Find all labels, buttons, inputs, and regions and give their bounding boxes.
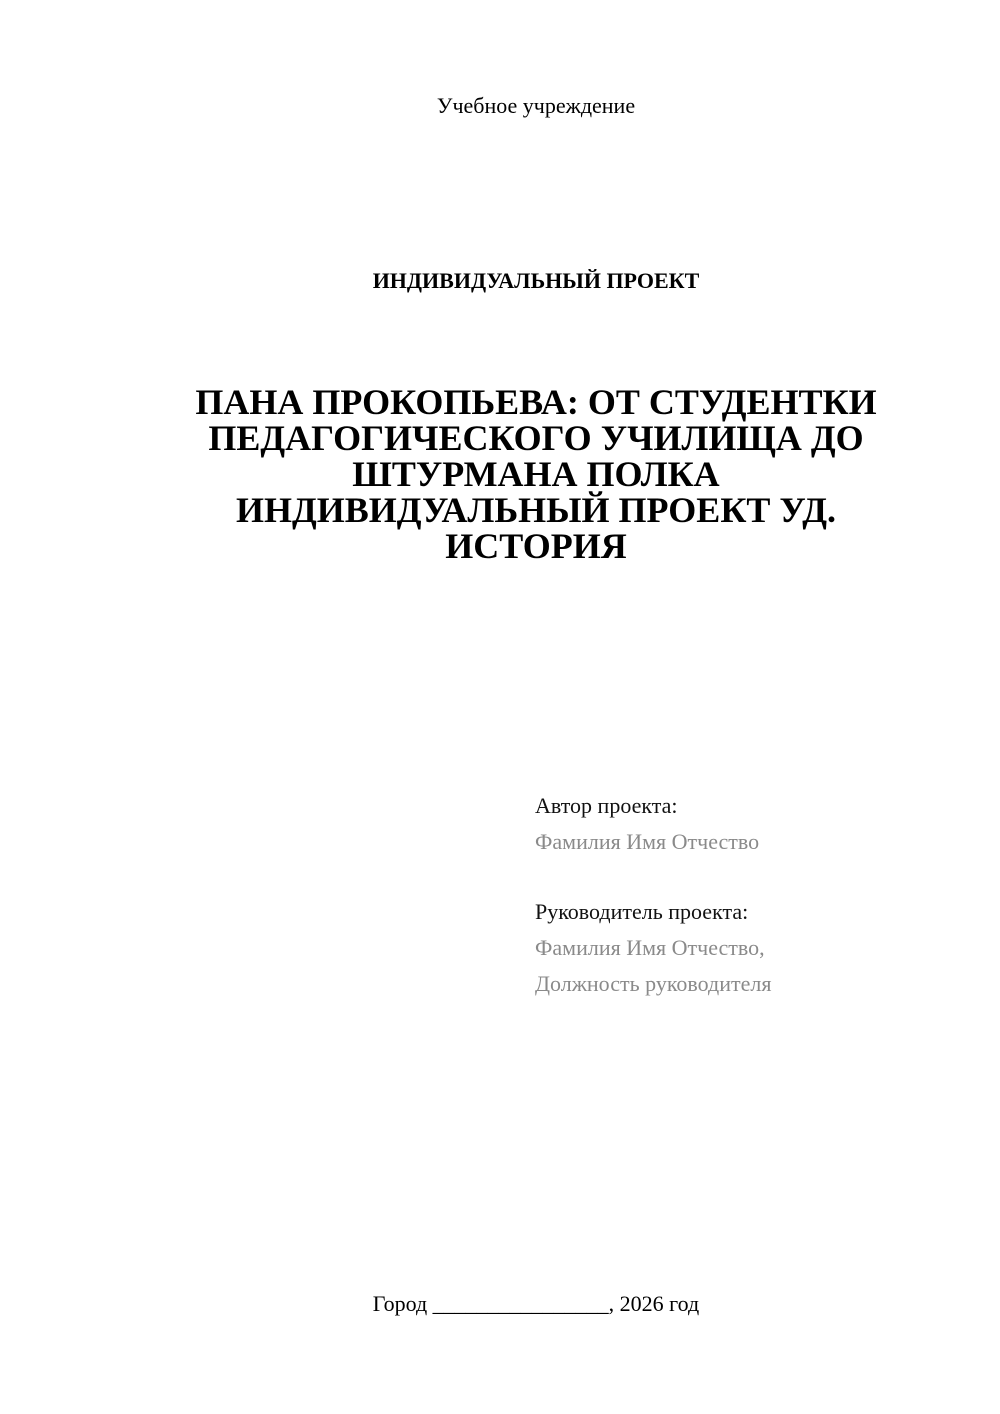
title-line: ПЕДАГОГИЧЕСКОГО УЧИЛИЩА ДО	[208, 418, 864, 458]
credits-block	[535, 788, 975, 1002]
credits-spacer	[535, 860, 975, 894]
title-line: ШТУРМАНА ПОЛКА	[352, 454, 720, 494]
title-line: ИСТОРИЯ	[445, 526, 627, 566]
institution-name: Учебное учреждение	[436, 93, 636, 118]
supervisor-position: Должность руководителя	[535, 971, 772, 996]
author-name: Фамилия Имя Отчество	[535, 829, 760, 854]
supervisor-label: Руководитель проекта:	[535, 899, 749, 924]
author-label: Автор проекта:	[535, 793, 678, 818]
project-title	[150, 384, 922, 564]
supervisor-name: Фамилия Имя Отчество,	[535, 935, 765, 960]
title-line: ИНДИВИДУАЛЬНЫЙ ПРОЕКТ УД.	[236, 490, 836, 530]
title-line: ПАНА ПРОКОПЬЕВА: ОТ СТУДЕНТКИ	[195, 382, 877, 422]
document-type: ИНДИВИДУАЛЬНЫЙ ПРОЕКТ	[372, 268, 700, 293]
city-year-line: Город ________________, 2026 год	[372, 1291, 700, 1316]
